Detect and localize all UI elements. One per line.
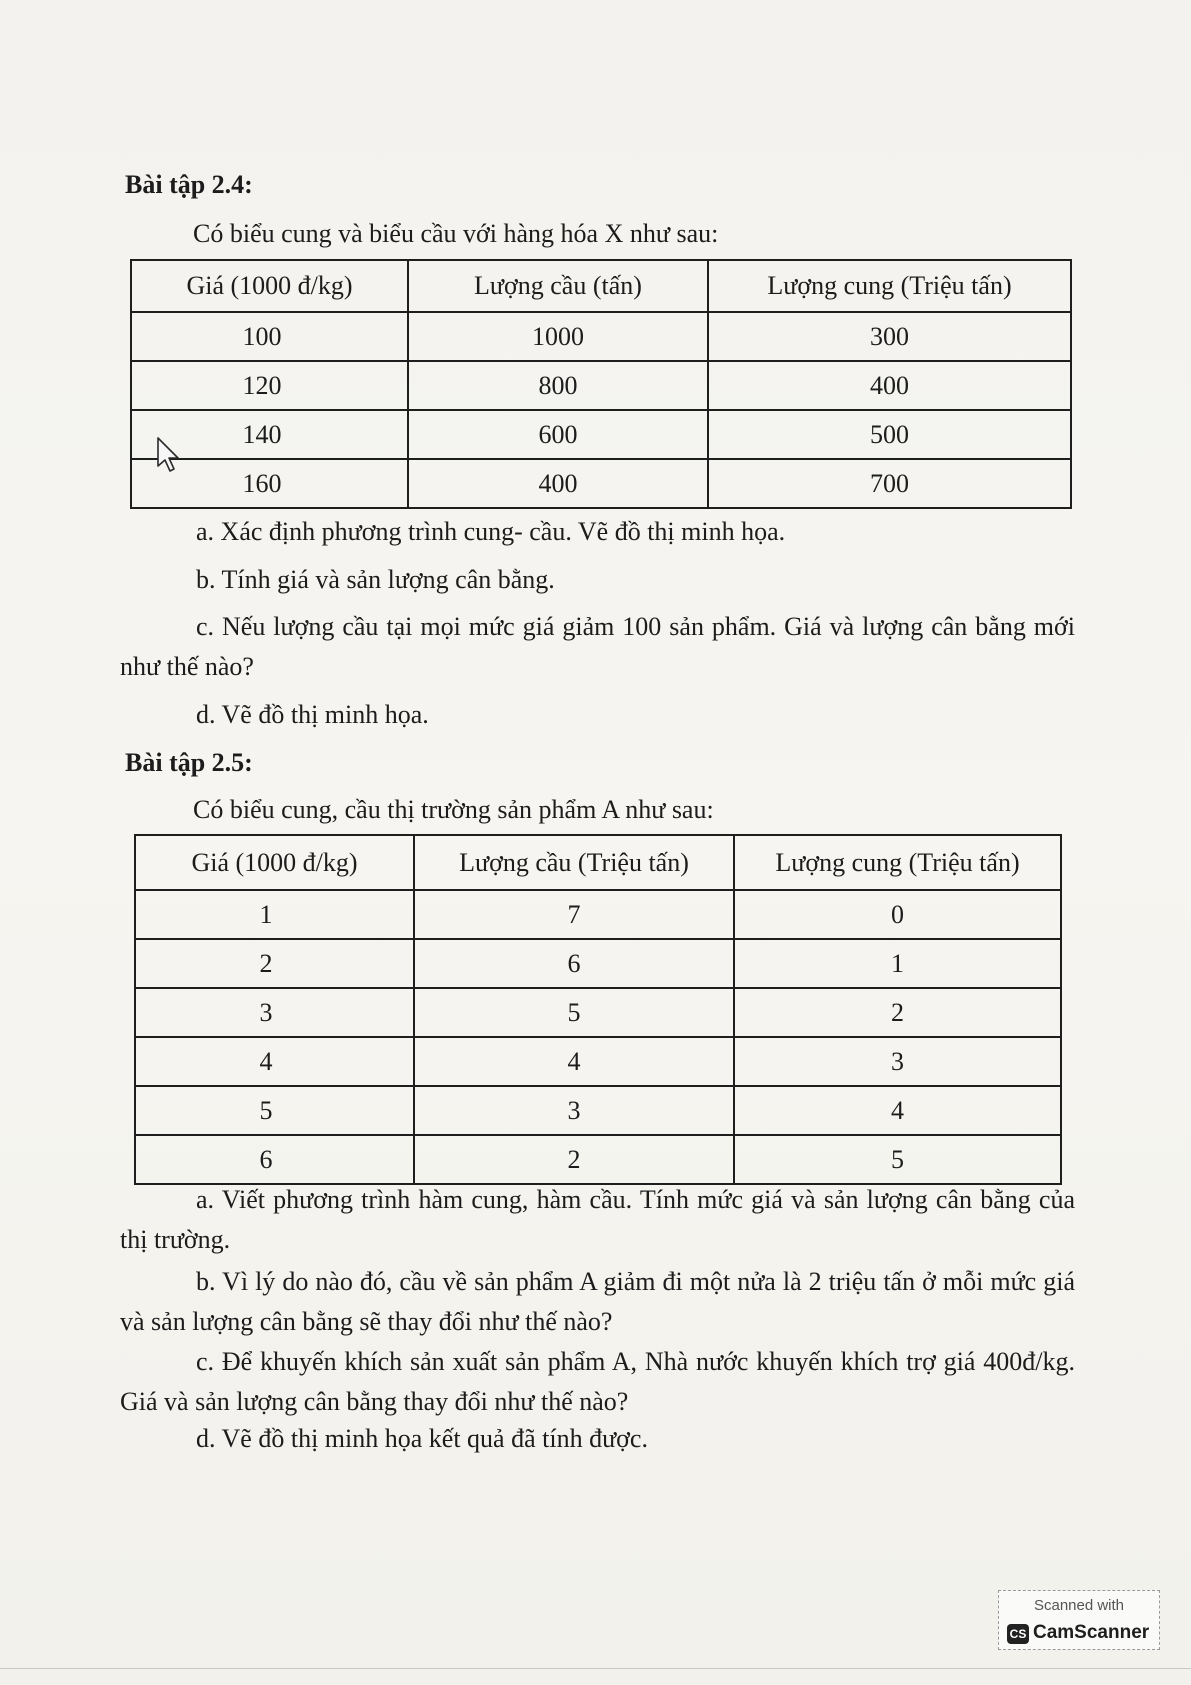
exercise-2-5-intro: Có biểu cung, cầu thị trường sản phẩm A như sau: [193, 795, 714, 824]
demand-cell: 2 [414, 1135, 734, 1184]
demand-cell: 7 [414, 890, 734, 939]
supply-cell: 300 [708, 312, 1071, 361]
demand-cell: 6 [414, 939, 734, 988]
price-cell: 160 [131, 459, 408, 508]
exercise-2-4-table [130, 259, 1072, 509]
exercise-2-5-question-b: b. Vì lý do nào đó, cầu về sản phẩm A giảm đi một nửa là 2 triệu tấn ở mỗi mức giá và sản lượng cân bằng sẽ thay đổi như thế nào? [120, 1267, 1075, 1336]
supply-cell: 4 [734, 1086, 1061, 1135]
demand-cell: 800 [408, 361, 708, 410]
price-cell: 2 [135, 939, 414, 988]
exercise-2-4-question-c: c. Nếu lượng cầu tại mọi mức giá giảm 100 sản phẩm. Giá và lượng cân bằng mới như thế nào? [120, 612, 1075, 681]
header-demand: Lượng cầu (tấn) [408, 260, 708, 312]
exercise-2-5-table [134, 834, 1062, 1185]
table-row [135, 1086, 1061, 1135]
exercise-2-5-question-c: c. Để khuyến khích sản xuất sản phẩm A, Nhà nước khuyến khích trợ giá 400đ/kg. Giá và sản lượng cân bằng thay đổi như thế nào? [120, 1347, 1075, 1416]
header-supply: Lượng cung (Triệu tấn) [708, 260, 1071, 312]
demand-cell: 4 [414, 1037, 734, 1086]
exercise-2-4-question-d: d. Vẽ đồ thị minh họa. [196, 700, 429, 729]
mouse-cursor-icon [156, 436, 182, 474]
table-row [131, 410, 1071, 459]
watermark-brand: CamScanner [1033, 1622, 1150, 1643]
exercise-2-4-question-b: b. Tính giá và sản lượng cân bằng. [196, 565, 555, 594]
table-row [135, 890, 1061, 939]
price-cell: 3 [135, 988, 414, 1037]
demand-cell: 600 [408, 410, 708, 459]
table-header-row [135, 835, 1061, 890]
price-cell: 6 [135, 1135, 414, 1184]
exercise-2-5-question-d: d. Vẽ đồ thị minh họa kết quả đã tính được. [196, 1424, 648, 1453]
price-cell: 1 [135, 890, 414, 939]
watermark-caption: Scanned with [1033, 1597, 1125, 1614]
supply-cell: 1 [734, 939, 1061, 988]
demand-cell: 3 [414, 1086, 734, 1135]
page-bottom-edge [0, 1668, 1191, 1669]
demand-cell: 5 [414, 988, 734, 1037]
price-cell: 100 [131, 312, 408, 361]
header-demand: Lượng cầu (Triệu tấn) [414, 835, 734, 890]
demand-cell: 400 [408, 459, 708, 508]
table-row [131, 459, 1071, 508]
price-cell: 140 [131, 410, 408, 459]
table-row [135, 1037, 1061, 1086]
table-row [135, 988, 1061, 1037]
supply-cell: 2 [734, 988, 1061, 1037]
camscanner-watermark [998, 1590, 1160, 1650]
demand-cell: 1000 [408, 312, 708, 361]
price-cell: 4 [135, 1037, 414, 1086]
header-price: Giá (1000 đ/kg) [131, 260, 408, 312]
supply-cell: 3 [734, 1037, 1061, 1086]
supply-cell: 700 [708, 459, 1071, 508]
exercise-2-4-title: Bài tập 2.4: [125, 170, 253, 199]
exercise-2-4-intro: Có biểu cung và biểu cầu với hàng hóa X như sau: [193, 219, 719, 248]
supply-cell: 0 [734, 890, 1061, 939]
table-row [131, 361, 1071, 410]
header-price: Giá (1000 đ/kg) [135, 835, 414, 890]
exercise-2-4-question-a: a. Xác định phương trình cung- cầu. Vẽ đồ thị minh họa. [196, 517, 786, 546]
supply-cell: 400 [708, 361, 1071, 410]
camscanner-logo-icon: CS [1007, 1624, 1029, 1644]
price-cell: 5 [135, 1086, 414, 1135]
supply-cell: 5 [734, 1135, 1061, 1184]
exercise-2-5-question-a: a. Viết phương trình hàm cung, hàm cầu. Tính mức giá và sản lượng cân bằng của thị trường. [120, 1185, 1075, 1254]
table-row [131, 312, 1071, 361]
exercise-2-5-title: Bài tập 2.5: [125, 748, 253, 777]
table-header-row [131, 260, 1071, 312]
table-row [135, 1135, 1061, 1184]
table-row [135, 939, 1061, 988]
header-supply: Lượng cung (Triệu tấn) [734, 835, 1061, 890]
price-cell: 120 [131, 361, 408, 410]
supply-cell: 500 [708, 410, 1071, 459]
